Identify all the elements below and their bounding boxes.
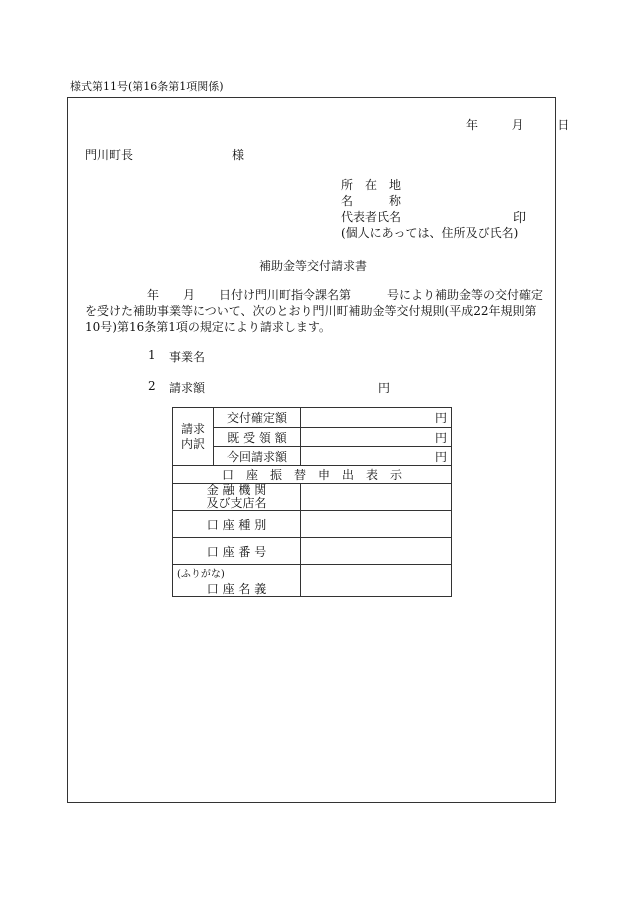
body-line-3: 10号)第16条第1項の規定により請求します。 (85, 320, 331, 334)
grant-confirmed-amount: 円 (301, 408, 452, 428)
form-number: 様式第11号(第16条第1項関係) (70, 80, 224, 93)
seal-mark: 印 (513, 211, 527, 226)
body-line-1: 年 月 日付け門川町指令課名第 号により補助金等の交付確定 (147, 288, 544, 302)
account-type-label: 口 座 種 別 (173, 511, 301, 538)
item-2-number: 2 (148, 379, 156, 393)
account-number-label: 口 座 番 号 (173, 538, 301, 565)
date-day: 日 (557, 118, 570, 132)
item-1-number: 1 (148, 348, 156, 362)
current-request-amount: 円 (301, 447, 452, 466)
furigana-label: (ふりがな) (177, 568, 225, 580)
date-month: 月 (511, 118, 524, 132)
account-name-text: 口 座 名 義 (206, 581, 267, 596)
breakdown-label (173, 408, 214, 466)
breakdown-label-line-1: 請求 (180, 421, 205, 436)
already-received-amount: 円 (301, 428, 452, 447)
representative-label: 代表者氏名 (341, 210, 402, 224)
current-request-label: 今回請求額 (214, 447, 301, 466)
item-2-label: 請求額 (169, 381, 206, 395)
grant-confirmed-label: 交付確定額 (214, 408, 301, 428)
individual-note: (個人にあっては、住所及び氏名) (341, 226, 519, 240)
item-2-unit: 円 (378, 381, 391, 395)
item-1-label: 事業名 (169, 350, 206, 364)
account-type-value (301, 511, 452, 538)
date-year: 年 (466, 118, 479, 132)
account-name-label (173, 565, 301, 597)
request-table (172, 407, 452, 597)
date-line (466, 116, 569, 133)
account-number-value (301, 538, 452, 565)
body-paragraph (85, 287, 551, 335)
addressee-name: 門川町長 (85, 148, 134, 162)
body-line-2: を受けた補助事業等について、次のとおり門川町補助金等交付規則(平成22年規則第 (85, 304, 537, 318)
name-label: 名 称 (341, 194, 402, 208)
bank-branch-label (173, 484, 301, 511)
account-name-value (301, 565, 452, 597)
already-received-label: 既 受 領 額 (214, 428, 301, 447)
address-label: 所 在 地 (341, 178, 402, 192)
bank-label-line-1: 金 融 機 関 (206, 483, 267, 497)
transfer-header: 口 座 振 替 申 出 表 示 (173, 466, 452, 484)
document-title: 補助金等交付請求書 (259, 259, 368, 273)
bank-label-line-2: 及び支店名 (206, 496, 267, 510)
breakdown-label-line-2: 内訳 (180, 436, 205, 451)
bank-branch-value (301, 484, 452, 511)
addressee-honorific: 様 (232, 148, 245, 162)
